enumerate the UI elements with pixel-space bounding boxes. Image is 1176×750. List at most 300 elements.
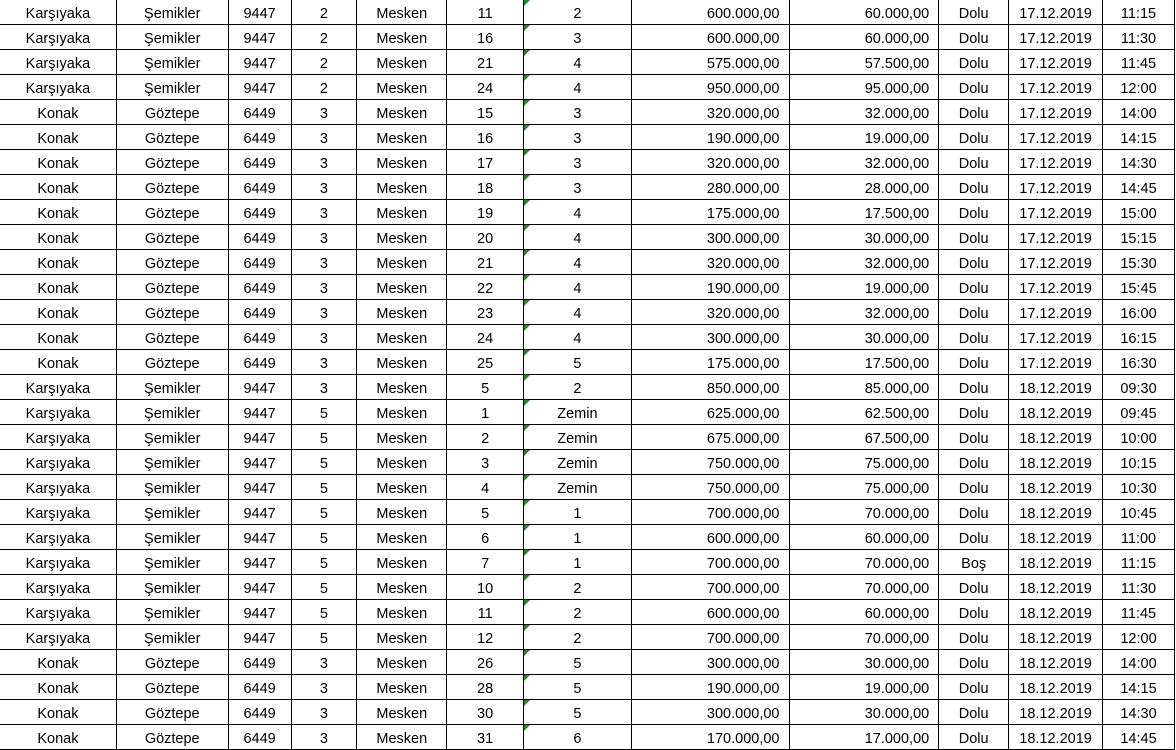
cell-status[interactable]: Dolu [939,175,1009,200]
cell-time[interactable]: 14:15 [1103,675,1175,700]
cell-price[interactable]: 700.000,00 [631,550,789,575]
cell-unit[interactable]: 2 [447,425,524,450]
cell-type[interactable]: Mesken [357,250,447,275]
cell-price[interactable]: 950.000,00 [631,75,789,100]
cell-date[interactable]: 18.12.2019 [1009,600,1103,625]
cell-type[interactable]: Mesken [357,375,447,400]
cell-status[interactable]: Dolu [939,525,1009,550]
cell-neighborhood[interactable]: Şemikler [116,475,228,500]
cell-deposit[interactable]: 32.000,00 [789,150,939,175]
cell-neighborhood[interactable]: Göztepe [116,300,228,325]
cell-district[interactable]: Karşıyaka [0,550,116,575]
cell-deposit[interactable]: 32.000,00 [789,100,939,125]
cell-time[interactable]: 16:30 [1103,350,1175,375]
cell-floor[interactable]: 2 [524,575,632,600]
cell-floor[interactable]: 4 [524,50,632,75]
cell-time[interactable]: 14:00 [1103,100,1175,125]
cell-price[interactable]: 300.000,00 [631,650,789,675]
cell-parcel[interactable]: 9447 [228,600,291,625]
cell-type[interactable]: Mesken [357,475,447,500]
cell-price[interactable]: 600.000,00 [631,525,789,550]
cell-date[interactable]: 17.12.2019 [1009,275,1103,300]
cell-unit[interactable]: 16 [447,125,524,150]
cell-status[interactable]: Dolu [939,575,1009,600]
cell-unit[interactable]: 26 [447,650,524,675]
cell-parcel[interactable]: 6449 [228,250,291,275]
cell-date[interactable]: 18.12.2019 [1009,650,1103,675]
cell-time[interactable]: 10:45 [1103,500,1175,525]
cell-date[interactable]: 17.12.2019 [1009,200,1103,225]
cell-district[interactable]: Karşıyaka [0,425,116,450]
cell-date[interactable]: 17.12.2019 [1009,125,1103,150]
cell-type[interactable]: Mesken [357,25,447,50]
cell-deposit[interactable]: 62.500,00 [789,400,939,425]
cell-status[interactable]: Dolu [939,675,1009,700]
cell-price[interactable]: 320.000,00 [631,300,789,325]
cell-price[interactable]: 750.000,00 [631,450,789,475]
cell-date[interactable]: 17.12.2019 [1009,50,1103,75]
cell-block[interactable]: 5 [291,525,357,550]
cell-block[interactable]: 3 [291,275,357,300]
cell-deposit[interactable]: 60.000,00 [789,525,939,550]
cell-type[interactable]: Mesken [357,700,447,725]
cell-status[interactable]: Dolu [939,725,1009,750]
cell-floor[interactable]: Zemin [524,400,632,425]
cell-parcel[interactable]: 6449 [228,350,291,375]
cell-unit[interactable]: 10 [447,575,524,600]
cell-block[interactable]: 5 [291,600,357,625]
cell-type[interactable]: Mesken [357,400,447,425]
cell-deposit[interactable]: 17.500,00 [789,200,939,225]
cell-neighborhood[interactable]: Göztepe [116,125,228,150]
cell-time[interactable]: 10:30 [1103,475,1175,500]
cell-date[interactable]: 17.12.2019 [1009,25,1103,50]
cell-district[interactable]: Konak [0,150,116,175]
cell-unit[interactable]: 4 [447,475,524,500]
cell-type[interactable]: Mesken [357,50,447,75]
cell-parcel[interactable]: 9447 [228,375,291,400]
cell-parcel[interactable]: 6449 [228,675,291,700]
cell-district[interactable]: Konak [0,700,116,725]
cell-unit[interactable]: 3 [447,450,524,475]
cell-unit[interactable]: 11 [447,0,524,25]
cell-neighborhood[interactable]: Göztepe [116,225,228,250]
cell-status[interactable]: Dolu [939,625,1009,650]
cell-time[interactable]: 09:45 [1103,400,1175,425]
cell-neighborhood[interactable]: Şemikler [116,75,228,100]
cell-type[interactable]: Mesken [357,275,447,300]
cell-deposit[interactable]: 19.000,00 [789,675,939,700]
cell-status[interactable]: Dolu [939,325,1009,350]
cell-deposit[interactable]: 17.000,00 [789,725,939,750]
cell-date[interactable]: 17.12.2019 [1009,350,1103,375]
cell-district[interactable]: Karşıyaka [0,50,116,75]
cell-date[interactable]: 17.12.2019 [1009,300,1103,325]
cell-unit[interactable]: 21 [447,50,524,75]
cell-block[interactable]: 5 [291,500,357,525]
cell-price[interactable]: 575.000,00 [631,50,789,75]
cell-type[interactable]: Mesken [357,500,447,525]
cell-district[interactable]: Karşıyaka [0,525,116,550]
cell-deposit[interactable]: 60.000,00 [789,0,939,25]
cell-floor[interactable]: 5 [524,700,632,725]
cell-deposit[interactable]: 70.000,00 [789,550,939,575]
cell-unit[interactable]: 5 [447,500,524,525]
cell-time[interactable]: 11:30 [1103,25,1175,50]
cell-parcel[interactable]: 6449 [228,175,291,200]
cell-date[interactable]: 17.12.2019 [1009,225,1103,250]
cell-floor[interactable]: Zemin [524,425,632,450]
cell-deposit[interactable]: 95.000,00 [789,75,939,100]
cell-parcel[interactable]: 6449 [228,150,291,175]
cell-neighborhood[interactable]: Göztepe [116,325,228,350]
cell-date[interactable]: 18.12.2019 [1009,625,1103,650]
cell-neighborhood[interactable]: Şemikler [116,50,228,75]
cell-neighborhood[interactable]: Göztepe [116,150,228,175]
cell-time[interactable]: 11:00 [1103,525,1175,550]
cell-time[interactable]: 11:15 [1103,550,1175,575]
cell-price[interactable]: 300.000,00 [631,225,789,250]
cell-type[interactable]: Mesken [357,125,447,150]
cell-price[interactable]: 320.000,00 [631,250,789,275]
cell-district[interactable]: Konak [0,325,116,350]
cell-block[interactable]: 3 [291,350,357,375]
cell-floor[interactable]: 4 [524,200,632,225]
cell-block[interactable]: 3 [291,300,357,325]
cell-date[interactable]: 17.12.2019 [1009,100,1103,125]
cell-block[interactable]: 2 [291,50,357,75]
cell-status[interactable]: Dolu [939,300,1009,325]
cell-district[interactable]: Konak [0,125,116,150]
cell-unit[interactable]: 21 [447,250,524,275]
cell-status[interactable]: Dolu [939,650,1009,675]
cell-time[interactable]: 12:00 [1103,625,1175,650]
cell-status[interactable]: Dolu [939,450,1009,475]
cell-parcel[interactable]: 9447 [228,625,291,650]
cell-parcel[interactable]: 9447 [228,425,291,450]
cell-block[interactable]: 5 [291,625,357,650]
cell-district[interactable]: Konak [0,350,116,375]
cell-floor[interactable]: 3 [524,125,632,150]
cell-neighborhood[interactable]: Göztepe [116,250,228,275]
cell-neighborhood[interactable]: Şemikler [116,425,228,450]
cell-parcel[interactable]: 6449 [228,100,291,125]
cell-status[interactable]: Dolu [939,25,1009,50]
cell-date[interactable]: 17.12.2019 [1009,0,1103,25]
cell-price[interactable]: 175.000,00 [631,200,789,225]
cell-district[interactable]: Konak [0,200,116,225]
cell-type[interactable]: Mesken [357,425,447,450]
cell-status[interactable]: Dolu [939,400,1009,425]
cell-unit[interactable]: 22 [447,275,524,300]
cell-neighborhood[interactable]: Şemikler [116,375,228,400]
cell-price[interactable]: 700.000,00 [631,575,789,600]
cell-type[interactable]: Mesken [357,450,447,475]
cell-district[interactable]: Konak [0,100,116,125]
cell-district[interactable]: Karşıyaka [0,75,116,100]
cell-price[interactable]: 170.000,00 [631,725,789,750]
cell-unit[interactable]: 25 [447,350,524,375]
cell-time[interactable]: 16:15 [1103,325,1175,350]
cell-status[interactable]: Dolu [939,600,1009,625]
cell-block[interactable]: 5 [291,425,357,450]
cell-district[interactable]: Konak [0,250,116,275]
cell-neighborhood[interactable]: Şemikler [116,450,228,475]
cell-parcel[interactable]: 9447 [228,500,291,525]
cell-floor[interactable]: 2 [524,600,632,625]
cell-deposit[interactable]: 60.000,00 [789,25,939,50]
cell-price[interactable]: 190.000,00 [631,675,789,700]
cell-time[interactable]: 09:30 [1103,375,1175,400]
cell-deposit[interactable]: 19.000,00 [789,125,939,150]
cell-price[interactable]: 190.000,00 [631,275,789,300]
cell-district[interactable]: Karşıyaka [0,625,116,650]
cell-floor[interactable]: 4 [524,75,632,100]
cell-district[interactable]: Karşıyaka [0,600,116,625]
cell-status[interactable]: Dolu [939,425,1009,450]
cell-type[interactable]: Mesken [357,650,447,675]
cell-time[interactable]: 14:15 [1103,125,1175,150]
cell-type[interactable]: Mesken [357,75,447,100]
cell-type[interactable]: Mesken [357,300,447,325]
cell-deposit[interactable]: 17.500,00 [789,350,939,375]
cell-time[interactable]: 11:45 [1103,50,1175,75]
cell-district[interactable]: Karşıyaka [0,500,116,525]
cell-status[interactable]: Dolu [939,475,1009,500]
cell-floor[interactable]: 4 [524,250,632,275]
cell-district[interactable]: Konak [0,725,116,750]
cell-price[interactable]: 300.000,00 [631,325,789,350]
cell-time[interactable]: 10:00 [1103,425,1175,450]
cell-date[interactable]: 17.12.2019 [1009,150,1103,175]
cell-floor[interactable]: 1 [524,525,632,550]
cell-unit[interactable]: 17 [447,150,524,175]
cell-district[interactable]: Karşıyaka [0,575,116,600]
cell-deposit[interactable]: 75.000,00 [789,475,939,500]
cell-neighborhood[interactable]: Göztepe [116,650,228,675]
cell-block[interactable]: 3 [291,325,357,350]
cell-block[interactable]: 5 [291,400,357,425]
cell-block[interactable]: 5 [291,550,357,575]
cell-neighborhood[interactable]: Göztepe [116,100,228,125]
cell-block[interactable]: 3 [291,200,357,225]
cell-date[interactable]: 18.12.2019 [1009,675,1103,700]
cell-type[interactable]: Mesken [357,200,447,225]
cell-time[interactable]: 15:30 [1103,250,1175,275]
cell-floor[interactable]: 5 [524,650,632,675]
cell-floor[interactable]: 4 [524,325,632,350]
cell-deposit[interactable]: 30.000,00 [789,650,939,675]
cell-deposit[interactable]: 19.000,00 [789,275,939,300]
cell-unit[interactable]: 15 [447,100,524,125]
cell-floor[interactable]: 4 [524,225,632,250]
cell-block[interactable]: 3 [291,150,357,175]
cell-time[interactable]: 15:45 [1103,275,1175,300]
cell-floor[interactable]: 2 [524,0,632,25]
cell-date[interactable]: 18.12.2019 [1009,525,1103,550]
cell-neighborhood[interactable]: Şemikler [116,625,228,650]
cell-time[interactable]: 10:15 [1103,450,1175,475]
cell-neighborhood[interactable]: Şemikler [116,575,228,600]
cell-status[interactable]: Boş [939,550,1009,575]
cell-block[interactable]: 5 [291,475,357,500]
cell-time[interactable]: 14:45 [1103,175,1175,200]
cell-parcel[interactable]: 6449 [228,700,291,725]
cell-parcel[interactable]: 6449 [228,200,291,225]
cell-date[interactable]: 18.12.2019 [1009,400,1103,425]
cell-unit[interactable]: 18 [447,175,524,200]
cell-parcel[interactable]: 9447 [228,50,291,75]
cell-neighborhood[interactable]: Şemikler [116,525,228,550]
cell-status[interactable]: Dolu [939,500,1009,525]
cell-unit[interactable]: 30 [447,700,524,725]
cell-unit[interactable]: 5 [447,375,524,400]
cell-date[interactable]: 18.12.2019 [1009,375,1103,400]
cell-neighborhood[interactable]: Göztepe [116,275,228,300]
cell-date[interactable]: 18.12.2019 [1009,700,1103,725]
cell-parcel[interactable]: 6449 [228,225,291,250]
cell-district[interactable]: Karşıyaka [0,475,116,500]
cell-deposit[interactable]: 28.000,00 [789,175,939,200]
cell-floor[interactable]: 5 [524,675,632,700]
cell-district[interactable]: Konak [0,225,116,250]
cell-price[interactable]: 700.000,00 [631,500,789,525]
cell-price[interactable]: 320.000,00 [631,150,789,175]
cell-date[interactable]: 17.12.2019 [1009,175,1103,200]
cell-date[interactable]: 18.12.2019 [1009,450,1103,475]
cell-deposit[interactable]: 70.000,00 [789,625,939,650]
cell-district[interactable]: Karşıyaka [0,0,116,25]
cell-neighborhood[interactable]: Göztepe [116,675,228,700]
cell-district[interactable]: Konak [0,175,116,200]
cell-block[interactable]: 5 [291,575,357,600]
cell-status[interactable]: Dolu [939,75,1009,100]
cell-date[interactable]: 18.12.2019 [1009,500,1103,525]
cell-date[interactable]: 18.12.2019 [1009,550,1103,575]
cell-unit[interactable]: 1 [447,400,524,425]
cell-neighborhood[interactable]: Şemikler [116,500,228,525]
cell-price[interactable]: 675.000,00 [631,425,789,450]
cell-block[interactable]: 3 [291,650,357,675]
cell-block[interactable]: 3 [291,175,357,200]
cell-floor[interactable]: Zemin [524,450,632,475]
cell-type[interactable]: Mesken [357,150,447,175]
cell-type[interactable]: Mesken [357,575,447,600]
cell-deposit[interactable]: 67.500,00 [789,425,939,450]
cell-type[interactable]: Mesken [357,525,447,550]
cell-type[interactable]: Mesken [357,0,447,25]
cell-parcel[interactable]: 9447 [228,575,291,600]
cell-floor[interactable]: 4 [524,275,632,300]
cell-parcel[interactable]: 9447 [228,0,291,25]
cell-parcel[interactable]: 6449 [228,275,291,300]
cell-block[interactable]: 3 [291,700,357,725]
cell-unit[interactable]: 31 [447,725,524,750]
cell-deposit[interactable]: 32.000,00 [789,300,939,325]
cell-block[interactable]: 3 [291,250,357,275]
cell-unit[interactable]: 7 [447,550,524,575]
cell-neighborhood[interactable]: Göztepe [116,200,228,225]
cell-type[interactable]: Mesken [357,100,447,125]
cell-deposit[interactable]: 30.000,00 [789,325,939,350]
cell-type[interactable]: Mesken [357,325,447,350]
cell-district[interactable]: Karşıyaka [0,25,116,50]
cell-status[interactable]: Dolu [939,250,1009,275]
cell-time[interactable]: 15:15 [1103,225,1175,250]
cell-floor[interactable]: 3 [524,175,632,200]
cell-district[interactable]: Konak [0,300,116,325]
cell-block[interactable]: 2 [291,25,357,50]
cell-unit[interactable]: 19 [447,200,524,225]
cell-floor[interactable]: 3 [524,25,632,50]
cell-status[interactable]: Dolu [939,200,1009,225]
cell-deposit[interactable]: 30.000,00 [789,225,939,250]
cell-type[interactable]: Mesken [357,625,447,650]
cell-block[interactable]: 3 [291,675,357,700]
cell-time[interactable]: 11:30 [1103,575,1175,600]
cell-status[interactable]: Dolu [939,375,1009,400]
cell-floor[interactable]: 2 [524,625,632,650]
cell-neighborhood[interactable]: Şemikler [116,600,228,625]
cell-unit[interactable]: 24 [447,75,524,100]
cell-parcel[interactable]: 9447 [228,25,291,50]
cell-district[interactable]: Karşıyaka [0,400,116,425]
cell-status[interactable]: Dolu [939,225,1009,250]
cell-parcel[interactable]: 9447 [228,525,291,550]
cell-unit[interactable]: 16 [447,25,524,50]
cell-price[interactable]: 600.000,00 [631,25,789,50]
cell-status[interactable]: Dolu [939,275,1009,300]
cell-unit[interactable]: 24 [447,325,524,350]
cell-neighborhood[interactable]: Şemikler [116,550,228,575]
cell-block[interactable]: 3 [291,125,357,150]
cell-parcel[interactable]: 9447 [228,475,291,500]
cell-status[interactable]: Dolu [939,125,1009,150]
cell-neighborhood[interactable]: Göztepe [116,725,228,750]
cell-district[interactable]: Karşıyaka [0,375,116,400]
cell-price[interactable]: 750.000,00 [631,475,789,500]
cell-price[interactable]: 280.000,00 [631,175,789,200]
cell-floor[interactable]: 4 [524,300,632,325]
cell-date[interactable]: 17.12.2019 [1009,75,1103,100]
cell-type[interactable]: Mesken [357,225,447,250]
cell-type[interactable]: Mesken [357,675,447,700]
cell-time[interactable]: 14:30 [1103,700,1175,725]
cell-parcel[interactable]: 6449 [228,300,291,325]
cell-block[interactable]: 2 [291,0,357,25]
cell-type[interactable]: Mesken [357,550,447,575]
cell-time[interactable]: 14:30 [1103,150,1175,175]
cell-type[interactable]: Mesken [357,350,447,375]
cell-price[interactable]: 300.000,00 [631,700,789,725]
cell-type[interactable]: Mesken [357,175,447,200]
cell-price[interactable]: 190.000,00 [631,125,789,150]
cell-block[interactable]: 5 [291,450,357,475]
cell-floor[interactable]: 1 [524,550,632,575]
cell-parcel[interactable]: 9447 [228,550,291,575]
cell-time[interactable]: 14:00 [1103,650,1175,675]
cell-price[interactable]: 600.000,00 [631,600,789,625]
cell-date[interactable]: 18.12.2019 [1009,475,1103,500]
cell-unit[interactable]: 11 [447,600,524,625]
cell-unit[interactable]: 6 [447,525,524,550]
cell-status[interactable]: Dolu [939,0,1009,25]
cell-date[interactable]: 18.12.2019 [1009,725,1103,750]
cell-price[interactable]: 175.000,00 [631,350,789,375]
cell-date[interactable]: 18.12.2019 [1009,425,1103,450]
cell-district[interactable]: Konak [0,650,116,675]
cell-time[interactable]: 11:45 [1103,600,1175,625]
